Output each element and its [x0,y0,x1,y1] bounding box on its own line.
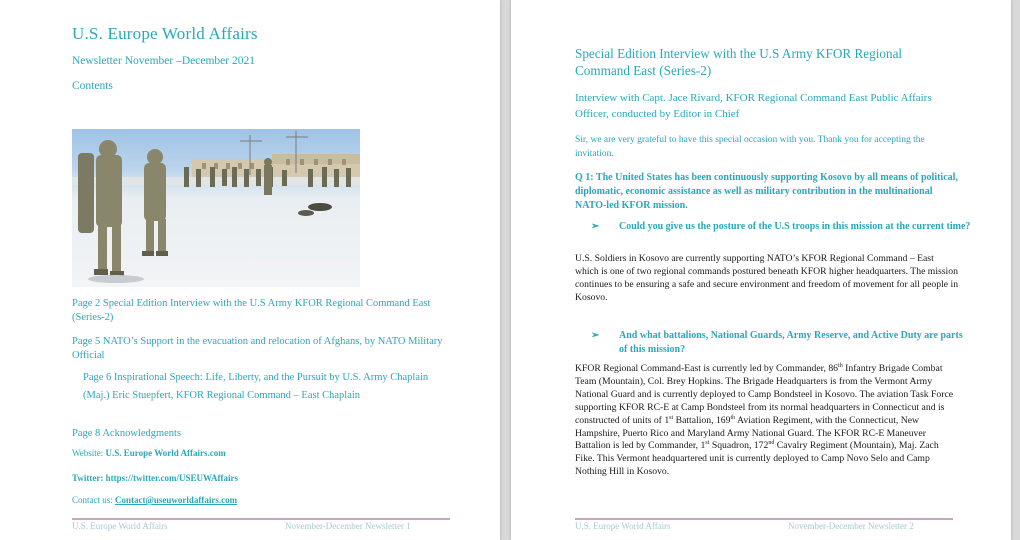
toc-entry-page-6[interactable]: Page 6 Inspirational Speech: Life, Liberty, and the Pursuit by U.S. Army Chaplain (Maj.) Eric Stuepfert, KFOR Regional Command – East Chaplain [83,372,429,401]
soldiers-photo [72,129,360,287]
question-bullet-1-text: Could you give us the posture of the U.S troops in this mission at the current time? [619,221,971,232]
twitter-line[interactable]: Twitter: https://twitter.com/USEUWAffairs [72,473,238,483]
question-bullet-2 [591,329,975,359]
ordinal-suffix: th [838,362,843,369]
answer-2-text: KFOR Regional Command-East is currently led by Commander, 86 [575,363,839,374]
toc-entry-page-5[interactable]: Page 5 NATO’s Support in the evacuation and relocation of Afghans, by NATO Military Official [72,336,443,361]
interview-greeting: Sir, we are very grateful to have this special occasion with you. Thank you for accepting the invitation. [575,135,925,159]
question-1: Q 1: The United States has been continuously supporting Kosovo by all means of political, diplomatic, economic assistance as well as military contribution in the multinational NATO-led KFOR mission. [575,172,958,211]
footer-left: U.S. Europe World Affairs [72,521,168,531]
soldiers-photo-illustration [72,129,360,287]
contact-email-link[interactable]: Contact@useuworldaffairs.com [115,495,238,505]
website-line [72,448,226,458]
answer-2-text: Aviation Regiment, with the Connecticut, New Hampshire, Puerto Rico and Maryland Army National Guard. The KFOR RC-E Maneuver Battalion is led by Commander, 1 [575,414,926,452]
contact-label: Contact us: [72,495,115,505]
footer-right: November-December Newsletter 2 [788,521,914,531]
ordinal-suffix: th [730,414,736,421]
question-bullet-2-text: And what battalions, National Guards, Army Reserve, and Active Duty are parts of this mission? [619,330,963,355]
document-page-2 [511,0,1011,540]
arrow-bullet-icon: ➢ [591,330,600,341]
footer-left: U.S. Europe World Affairs [575,521,671,531]
question-bullet-1 [591,220,975,250]
answer-2 [575,363,959,479]
answer-2-text: Squadron, 172 [709,440,769,452]
footer-right: November-December Newsletter 1 [285,521,411,531]
website-value[interactable]: U.S. Europe World Affairs.com [105,448,226,458]
article-subtitle: Interview with Capt. Jace Rivard, KFOR Regional Command East Public Affairs Officer, conducted by Editor in Chief [575,92,932,120]
footer-rule [72,518,450,520]
contents-heading: Contents [72,80,113,92]
toc-entry-page-8[interactable]: Page 8 Acknowledgments [72,428,182,439]
ordinal-suffix: st [705,440,710,447]
article-title: Special Edition Interview with the U.S Army KFOR Regional Command East (Series-2) [575,46,903,78]
toc-entry-page-2[interactable]: Page 2 Special Edition Interview with the U.S Army KFOR Regional Command East (Series-2) [72,298,431,323]
answer-2-text: Infantry Brigade Combat Team (Mountain), Col. Brey Hopkins. The Brigade Headquarters is from the Vermont Army National Guard and is currently deployed to Camp Bondsteel in Kosovo. The aviation Task Force supporting KFOR RC-E at Camp Bondsteel from its normal headquarters in Connecticut and is constructed of units of 1 [575,363,954,426]
website-label: Website: [72,448,106,458]
footer-rule [575,518,953,520]
ordinal-suffix: st [669,414,674,421]
answer-2-text: Cavalry Regiment (Mountain), Maj. Zach Fike. This Vermont headquartered unit is currently deployed to Camp Novo Selo and Camp Nothing Hill in Kosovo. [575,440,939,478]
document-page-1 [0,0,500,540]
ordinal-suffix: nd [768,440,775,447]
contact-line [72,495,237,505]
answer-2-text: Battalion, 169 [673,414,731,426]
newsletter-date: Newsletter November –December 2021 [72,55,255,67]
answer-1: U.S. Soldiers in Kosovo are currently supporting NATO’s KFOR Regional Command – East which is one of two regional commands postured beneath KFOR higher headquarters. The mission continues to be ensuring a safe and secure environment and freedom of movement for all people in Kosovo. [575,253,959,303]
arrow-bullet-icon: ➢ [591,221,600,232]
newsletter-title: U.S. Europe World Affairs [72,24,258,43]
